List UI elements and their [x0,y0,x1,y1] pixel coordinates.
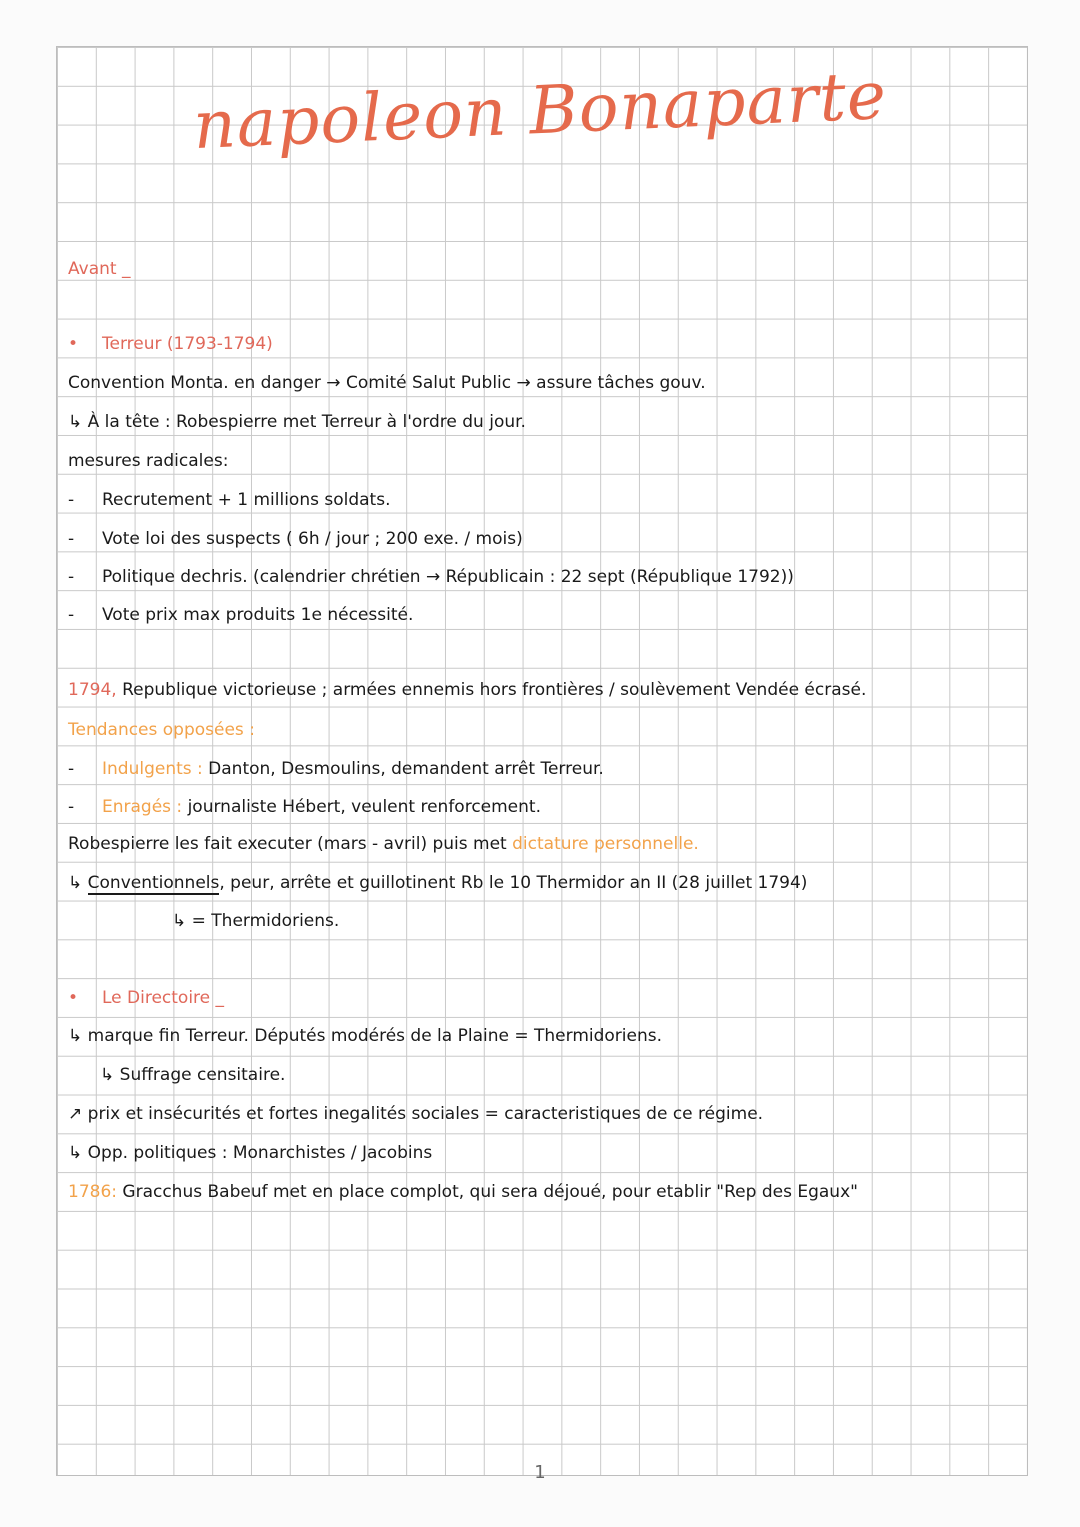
list-item [68,528,523,550]
dash-marker: - [68,490,75,510]
enrages-label: Enragés : [102,797,183,817]
dash-marker: - [68,797,75,817]
list-item [68,604,413,626]
terreur-line-2: ↳ À la tête : Robespierre met Terreur à l'ordre du jour. [68,412,526,432]
list-item-text: Vote prix max produits 1e nécessité. [102,605,414,625]
conventionnels-word: Conventionnels [87,873,220,893]
directoire-heading: Le Directoire _ [102,988,225,1008]
directoire-line-1: ↳ marque fin Terreur. Députés modérés de la Plaine = Thermidoriens. [68,1026,662,1046]
page-number: 1 [534,1462,546,1483]
robespierre-line [68,833,699,855]
victoire-year: 1794, [68,680,117,700]
terreur-line-1: Convention Monta. en danger → Comité Salut Public → assure tâches gouv. [68,373,706,393]
conventionnels-line [68,872,807,894]
thermidoriens-line: ↳ = Thermidoriens. [172,911,340,931]
directoire-heading-row [68,987,224,1009]
victoire-text: Republique victorieuse ; armées ennemis hors frontières / soulèvement Vendée écrasé. [122,680,867,700]
enrages-text: journaliste Hébert, veulent renforcement. [187,797,541,817]
list-item [68,489,390,511]
terreur-line-3: mesures radicales: [68,451,229,471]
terreur-heading-row [68,333,273,355]
indulgents-label: Indulgents : [102,759,203,779]
dash-marker: - [68,605,75,625]
robespierre-text: Robespierre les fait executer (mars - avril) puis met [68,834,507,854]
list-item [68,796,541,818]
dictature-highlight: dictature personnelle. [512,834,699,854]
list-item-text: Politique dechris. (calendrier chrétien → Républicain : 22 sept (République 1792)) [102,567,794,587]
babeuf-text: Gracchus Babeuf met en place complot, qui sera déjoué, pour etablir "Rep des Egaux" [122,1182,858,1202]
dash-marker: - [68,759,75,779]
directoire-line-2: ↳ Suffrage censitaire. [100,1065,286,1085]
dash-marker: - [68,567,75,587]
dash-marker: - [68,529,75,549]
list-item-text: Vote loi des suspects ( 6h / jour ; 200 exe. / mois) [102,529,523,549]
list-item [68,566,794,588]
list-item [68,758,604,780]
directoire-line-5 [68,1181,858,1203]
arrow-icon: ↳ [68,873,83,893]
victoire-line [68,679,866,701]
terreur-heading: Terreur (1793-1794) [102,334,273,354]
section-avant: Avant _ [68,259,131,279]
tendances-heading: Tendances opposées : [68,720,255,740]
bullet-icon: • [68,334,79,354]
conventionnels-text: , peur, arrête et guillotinent Rb le 10 Thermidor an II (28 juillet 1794) [219,873,808,893]
list-item-text: Recrutement + 1 millions soldats. [102,490,391,510]
directoire-line-4: ↳ Opp. politiques : Monarchistes / Jacobins [68,1143,433,1163]
directoire-line-3: ↗ prix et insécurités et fortes inegalités sociales = caracteristiques de ce régime. [68,1104,764,1124]
page-title: napoleon Bonaparte [191,56,889,165]
babeuf-year: 1786: [68,1182,117,1202]
bullet-icon: • [68,988,79,1008]
indulgents-text: Danton, Desmoulins, demandent arrêt Terreur. [208,759,604,779]
